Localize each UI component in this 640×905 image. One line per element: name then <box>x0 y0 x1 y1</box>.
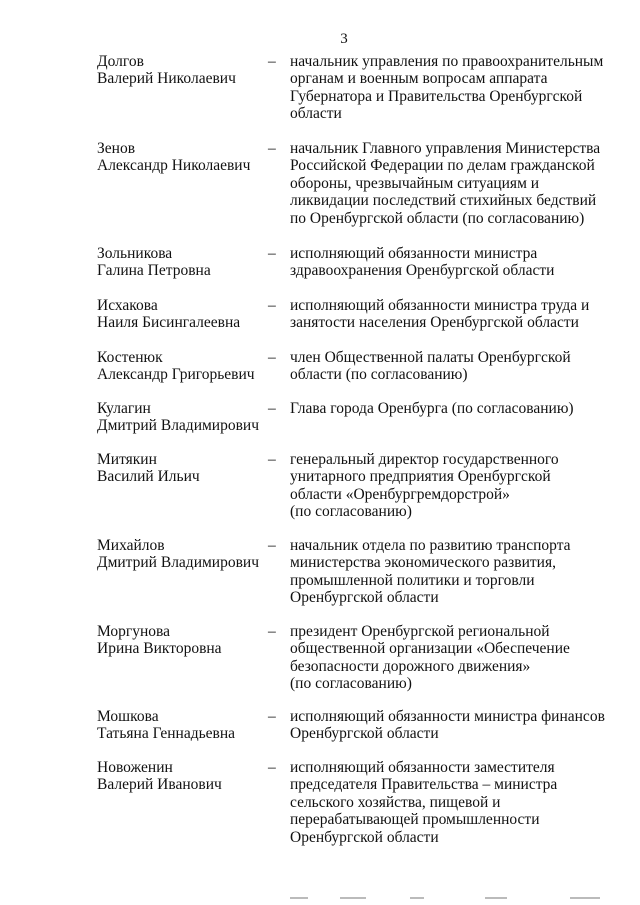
member-surname: Мошкова <box>97 708 159 725</box>
page-number: 3 <box>340 31 348 47</box>
position-line: Российской Федерации по делам гражданской <box>290 157 595 175</box>
member-name <box>97 623 267 658</box>
position-line: здравоохранения Оренбургской области <box>290 262 555 280</box>
member-name <box>97 349 267 384</box>
position-line: Губернатора и Правительства Оренбургской <box>290 87 583 105</box>
member-surname: Новоженин <box>97 759 173 776</box>
position-line: (по согласованию) <box>290 675 412 693</box>
position-line: области <box>290 105 342 123</box>
member-name <box>97 759 267 794</box>
member-position <box>290 623 610 693</box>
member-given-names: Василий Ильич <box>97 468 200 486</box>
member-name <box>97 451 267 486</box>
position-line: перерабатывающей промышленности <box>290 811 540 829</box>
dash-separator: – <box>268 400 276 417</box>
position-line: общественной организации «Обеспечение <box>290 640 570 658</box>
member-position <box>290 53 610 123</box>
dash-separator: – <box>268 759 276 776</box>
member-name <box>97 297 267 332</box>
position-line: исполняющий обязанности министра труда и <box>290 297 590 314</box>
position-line: унитарного предприятия Оренбургской <box>290 468 551 486</box>
member-position <box>290 759 610 846</box>
position-line: исполняющий обязанности министра финансов <box>290 708 605 725</box>
member-surname: Зенов <box>97 140 136 157</box>
member-given-names: Дмитрий Владимирович <box>97 554 260 572</box>
dash-separator: – <box>268 537 276 554</box>
dash-separator: – <box>268 245 276 262</box>
member-name <box>97 140 267 175</box>
position-line: Оренбургской области <box>290 589 439 607</box>
member-position <box>290 537 610 607</box>
position-line: Оренбургской области <box>290 725 439 743</box>
position-line: области «Оренбургремдорстрой» <box>290 485 510 503</box>
position-line: по Оренбургской области (по согласованию) <box>290 209 585 227</box>
dash-separator: – <box>268 297 276 314</box>
position-line: сельского хозяйства, пищевой и <box>290 793 501 811</box>
position-line: (по согласованию) <box>290 503 412 521</box>
position-line: начальник управления по правоохранительным <box>290 53 604 70</box>
position-line: исполняющий обязанности министра <box>290 245 538 262</box>
position-line: занятости населения Оренбургской области <box>290 314 579 332</box>
dash-separator: – <box>268 53 276 70</box>
member-surname: Зольникова <box>97 245 173 262</box>
member-position <box>290 451 610 521</box>
dash-separator: – <box>268 140 276 157</box>
position-line: президент Оренбургской региональной <box>290 623 550 640</box>
member-surname: Долгов <box>97 53 144 70</box>
position-line: генеральный директор государственного <box>290 451 559 468</box>
member-name <box>97 400 267 435</box>
member-surname: Моргунова <box>97 623 171 640</box>
member-name <box>97 708 267 743</box>
member-given-names: Наиля Бисингалеевна <box>97 314 241 332</box>
position-line: ликвидации последствий стихийных бедствий <box>290 192 597 210</box>
member-surname: Митякин <box>97 451 157 468</box>
member-given-names: Ирина Викторовна <box>97 640 222 658</box>
member-position <box>290 245 610 280</box>
dash-separator: – <box>268 349 276 366</box>
member-name <box>97 245 267 280</box>
member-surname: Костенюк <box>97 349 163 366</box>
member-name <box>97 537 267 572</box>
member-position <box>290 349 610 384</box>
member-surname: Исхакова <box>97 297 158 314</box>
position-line: безопасности дорожного движения» <box>290 657 531 675</box>
member-position <box>290 297 610 332</box>
scan-artifact-marks <box>280 895 620 901</box>
member-given-names: Александр Николаевич <box>97 157 251 175</box>
position-line: начальник отдела по развитию транспорта <box>290 537 571 554</box>
position-line: начальник Главного управления Министерства <box>290 140 601 157</box>
member-surname: Михайлов <box>97 537 165 554</box>
position-line: обороны, чрезвычайным ситуациям и <box>290 174 540 192</box>
position-line: исполняющий обязанности заместителя <box>290 759 555 776</box>
dash-separator: – <box>268 623 276 640</box>
member-given-names: Дмитрий Владимирович <box>97 417 260 435</box>
position-line: области (по согласованию) <box>290 366 468 384</box>
member-given-names: Татьяна Геннадьевна <box>97 725 236 743</box>
position-line: Оренбургской области <box>290 828 439 846</box>
member-position <box>290 140 610 227</box>
member-position <box>290 708 610 743</box>
member-surname: Кулагин <box>97 400 151 417</box>
position-line: Глава города Оренбурга (по согласованию) <box>290 400 574 417</box>
member-given-names: Александр Григорьевич <box>97 366 255 384</box>
member-given-names: Галина Петровна <box>97 262 211 280</box>
member-given-names: Валерий Иванович <box>97 776 222 794</box>
position-line: председателя Правительства – министра <box>290 776 558 794</box>
dash-separator: – <box>268 451 276 468</box>
member-position <box>290 400 610 417</box>
position-line: министерства экономического развития, <box>290 554 556 572</box>
dash-separator: – <box>268 708 276 725</box>
member-given-names: Валерий Николаевич <box>97 70 236 88</box>
position-line: член Общественной палаты Оренбургской <box>290 349 571 366</box>
member-name <box>97 53 267 88</box>
position-line: промышленной политики и торговли <box>290 571 535 589</box>
position-line: органам и военным вопросам аппарата <box>290 70 548 88</box>
